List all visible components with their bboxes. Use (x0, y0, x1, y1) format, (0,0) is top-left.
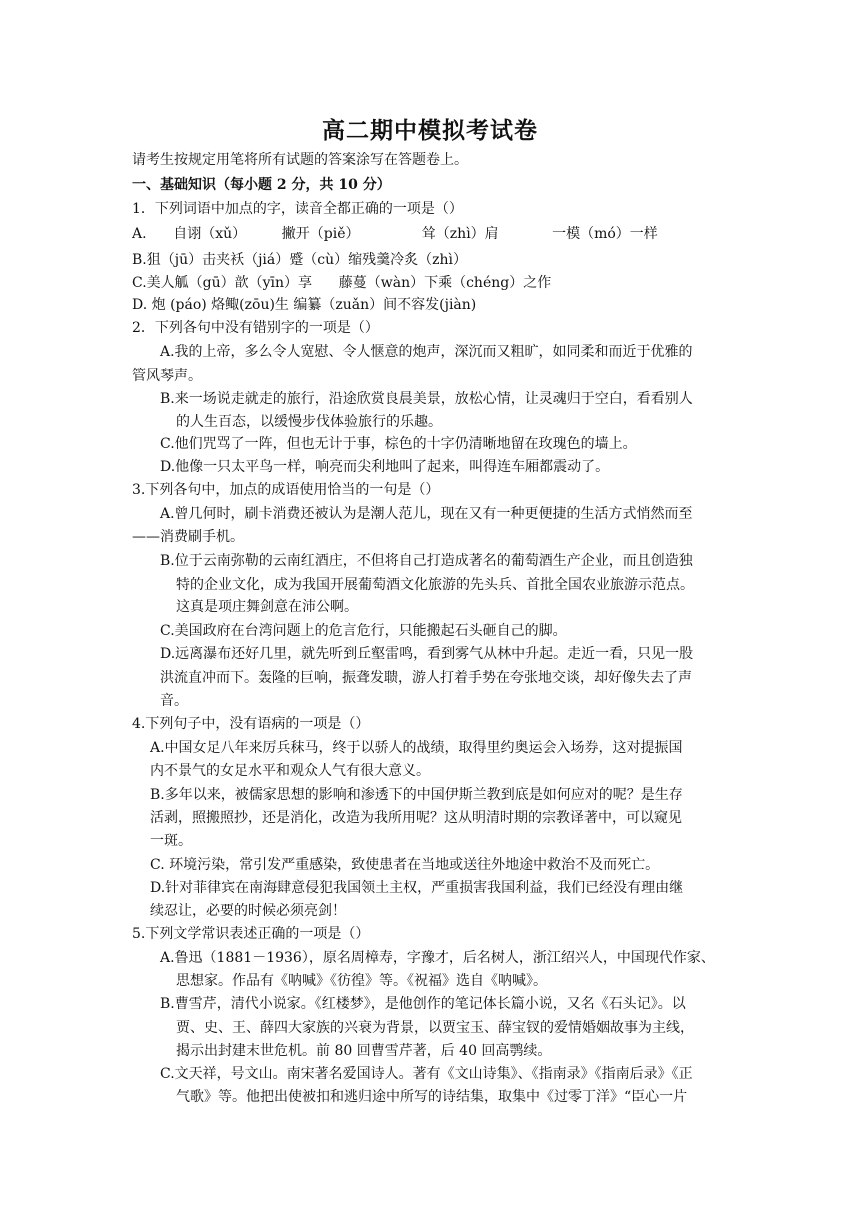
question-3-option-d-cont2: 音。 (160, 693, 188, 709)
question-2-option-c: C.他们咒骂了一阵，但也无计于事，棕色的十字仍清晰地留在玫瑰色的墙上。 (160, 436, 637, 452)
question-1-option-a: A. 自诩（xǔ） 撇开（piě） 耸（zhì）肩 一模（mó）一样 (132, 226, 658, 242)
question-4-option-d: D.针对菲律宾在南海肆意侵犯我国领土主权，严重损害我国利益，我们已经没有理由继 (150, 880, 684, 896)
question-5-option-b-cont: 贾、史、王、薛四大家族的兴衰为背景，以贾宝玉、薛宝钗的爱情婚姻故事为主线， (176, 1020, 694, 1036)
question-4-option-b-cont: 活剥，照搬照抄，还是消化，改造为我所用呢？这从明清时期的宗教译著中，可以窥见 (150, 810, 682, 826)
question-5-option-b: B.曹雪芹，清代小说家。《红楼梦》，是他创作的笔记体长篇小说，又名《石头记》。以 (160, 996, 686, 1012)
section-heading: 一、基础知识（每小题 2 分，共 10 分） (132, 177, 391, 193)
question-5-option-a-cont: 思想家。作品有《呐喊》《彷徨》等。《祝福》选自《呐喊》。 (176, 973, 547, 989)
question-3-option-a-cont: ——消费刷手机。 (132, 529, 244, 545)
question-3-option-c: C.美国政府在台湾问题上的危言危行，只能搬起石头砸自己的脚。 (160, 623, 567, 639)
question-4-option-a: A.中国女足八年来厉兵秣马，终于以骄人的战绩，取得里约奥运会入场券，这对提振国 (150, 740, 683, 756)
question-1-option-d: D. 炮 (páo) 烙鲰(zōu)生 编纂（zuǎn）间不容发(jiàn) (132, 297, 477, 313)
question-2-stem: 2．下列各句中没有错别字的一项是（） (132, 320, 379, 336)
question-3-option-b: B.位于云南弥勒的云南红酒庄，不但将自己打造成著名的葡萄酒生产企业，而且创造独 (160, 553, 693, 569)
question-2-option-d: D.他像一只太平鸟一样，响亮而尖利地叫了起来，叫得连车厢都震动了。 (160, 459, 610, 475)
question-5-option-b-cont2: 揭示出封建末世危机。前 80 回曹雪芹著，后 40 回高鹗续。 (176, 1043, 552, 1059)
question-2-option-a: A.我的上帝，多么令人宽慰、令人惬意的炮声，深沉而又粗旷，如同柔和而近于优雅的 (160, 344, 693, 360)
question-4-option-c: C. 环境污染，常引发严重感染，致使患者在当地或送往外地途中救治不及而死亡。 (150, 857, 660, 873)
question-5-option-a: A.鲁迅（1881－1936），原名周樟寿，字豫才，后名树人，浙江绍兴人，中国现代作家、 (160, 950, 715, 966)
question-4-option-d-cont: 续忍让，必要的时候必须亮剑！ (150, 903, 346, 919)
question-3-stem: 3.下列各句中，加点的成语使用恰当的一句是（） (132, 482, 440, 498)
question-5-option-c: C.文天祥，号文山。南宋著名爱国诗人。著有《文山诗集》、《指南录》《指南后录》《正 (160, 1066, 693, 1082)
question-2-option-b: B.来一场说走就走的旅行，沿途欣赏良晨美景，放松心情，让灵魂归于空白，看看别人 (160, 391, 693, 407)
question-2-option-a-cont: 管风琴声。 (132, 368, 202, 384)
question-5-option-c-cont: 气歌》等。他把出使被扣和逃归途中所写的诗结集，取集中《过零丁洋》“臣心一片 (176, 1089, 688, 1105)
question-1-stem: 1．下列词语中加点的字，读音全都正确的一项是（） (132, 201, 463, 217)
question-4-option-b: B.多年以来，被儒家思想的影响和渗透下的中国伊斯兰教到底是如何应对的呢？是生存 (150, 787, 683, 803)
question-5-stem: 5.下列文学常识表述正确的一项是（） (132, 926, 370, 942)
question-1-option-b: B.狙（jū）击夹袄（jiá）蹙（cù）缩残羹冷炙（zhì） (132, 252, 467, 268)
question-4-option-a-cont: 内不景气的女足水平和观众人气有很大意义。 (150, 763, 430, 779)
question-3-option-d-cont: 洪流直冲而下。轰隆的巨响，振聋发聩，游人打着手势在夸张地交谈，却好像失去了声 (160, 670, 692, 686)
question-3-option-b-cont: 特的企业文化，成为我国开展葡萄酒文化旅游的先头兵、首批全国农业旅游示范点。 (176, 577, 694, 593)
instruction-text: 请考生按规定用笔将所有试题的答案涂写在答题卷上。 (132, 152, 468, 168)
question-3-option-d: D.远离瀑布还好几里，就先听到丘壑雷鸣，看到雾气从林中升起。走近一看，只见一股 (160, 646, 694, 662)
question-1-option-c: C.美人觚（gū）歆（yīn）享 藤蔓（wàn）下乘（chéng）之作 (132, 275, 552, 291)
question-4-option-b-cont2: 一斑。 (150, 833, 192, 849)
question-2-option-b-cont: 的人生百态，以缓慢步伐体验旅行的乐趣。 (176, 414, 442, 430)
exam-title: 高二期中模拟考试卷 (322, 117, 538, 144)
question-3-option-a: A.曾几何时，刷卡消费还被认为是潮人范儿，现在又有一种更便捷的生活方式悄然而至 (160, 506, 693, 522)
question-4-stem: 4.下列句子中，没有语病的一项是（） (132, 716, 370, 732)
question-3-option-b-cont2: 这真是项庄舞剑意在沛公啊。 (176, 599, 358, 615)
